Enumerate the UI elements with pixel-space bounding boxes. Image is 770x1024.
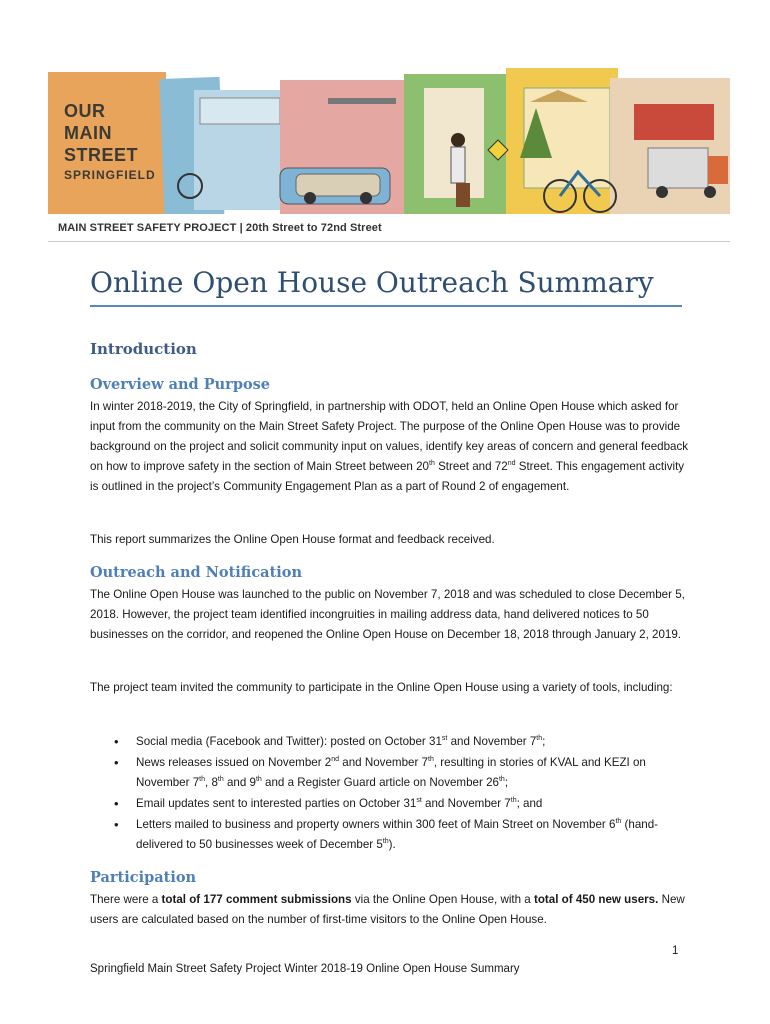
logo-line-3: STREET — [64, 145, 139, 165]
page-number: 1 — [672, 945, 679, 957]
tools-intro-paragraph: The project team invited the community to participate in the Online Open House using a variety of tools, including: — [90, 681, 673, 694]
list-item: • Email updates sent to interested parties on October 31st and November 7th; and — [90, 794, 690, 814]
heading-overview: Overview and Purpose — [90, 376, 271, 393]
logo-line-1: OUR — [64, 101, 106, 121]
list-item: • News releases issued on November 2nd and November 7th, resulting in stories of KVAL and KEZI on November 7th, 8th and 9th and a Register Guard article on November 26th; — [90, 753, 690, 793]
banner-caption: MAIN STREET SAFETY PROJECT | 20th Street to 72nd Street — [58, 222, 382, 234]
heading-outreach: Outreach and Notification — [90, 564, 302, 581]
banner-divider — [48, 241, 730, 242]
project-logo — [64, 100, 156, 184]
logo-line-4: SPRINGFIELD — [64, 168, 156, 182]
page-footer: Springfield Main Street Safety Project Winter 2018-19 Online Open House Summary — [90, 963, 520, 975]
participation-paragraph: There were a total of 177 comment submissions via the Online Open House, with a total of 450 new users. New users are calculated based on the number of first-time visitors to the Online Open House. — [90, 893, 685, 926]
document-title: Online Open House Outreach Summary — [90, 266, 654, 299]
report-summary-paragraph: This report summarizes the Online Open House format and feedback received. — [90, 533, 495, 546]
overview-paragraph: In winter 2018-2019, the City of Springfield, in partnership with ODOT, held an Online Open House which asked for input from the community on the Main Street Safety Project. The purpose of the Online Open House was to provide background on the project and solicit community input on values, identify key areas of concern and general feedback on how to improve safety in the section of Main Street between 20th Street and 72nd Street. This engagement activity is outlined in the project’s Community Engagement Plan as a part of Round 2 of engagement. — [90, 400, 689, 493]
logo-line-2: MAIN — [64, 123, 112, 143]
heading-introduction: Introduction — [90, 340, 197, 358]
list-item: • Letters mailed to business and property owners within 300 feet of Main Street on November 6th (hand-delivered to 50 businesses week of December 5th). — [90, 815, 690, 855]
title-underline — [90, 305, 682, 307]
list-item: • Social media (Facebook and Twitter): posted on October 31st and November 7th; — [90, 732, 690, 752]
heading-participation: Participation — [90, 869, 197, 886]
outreach-tools-list — [90, 732, 690, 856]
outreach-paragraph: The Online Open House was launched to the public on November 7, 2018 and was scheduled to close December 5, 2018. However, the project team identified incongruities in mailing address data, hand delivered notices to 50 businesses on the corridor, and reopened the Online Open House on December 18, 2018 through January 2, 2019. — [90, 588, 685, 641]
